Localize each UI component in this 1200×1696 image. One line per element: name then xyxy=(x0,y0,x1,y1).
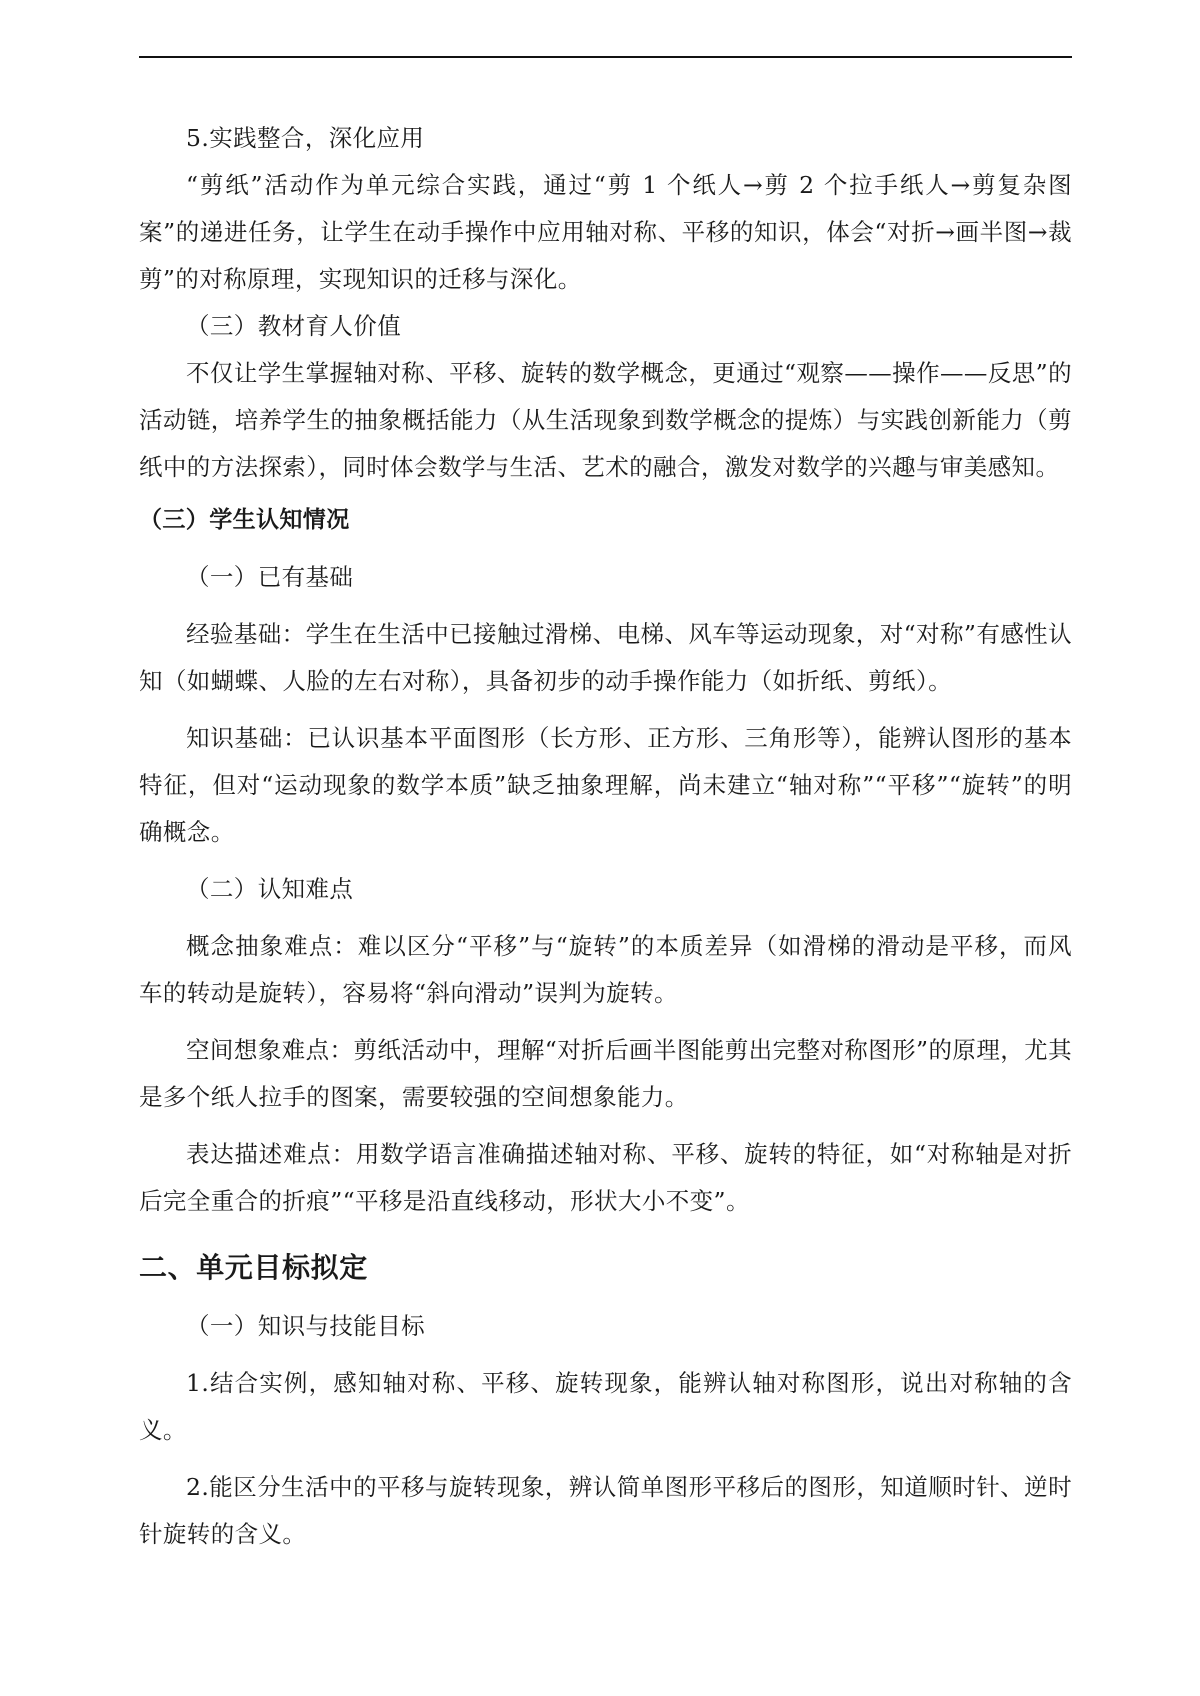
difficulty-item-expression: 表达描述难点：用数学语言准确描述轴对称、平移、旋转的特征，如“对称轴是对折后完全重合的折痕”“平移是沿直线移动，形状大小不变”。 xyxy=(139,1140,1072,1215)
header-rule xyxy=(139,56,1072,58)
difficulty-item-space: 空间想象难点：剪纸活动中，理解“对折后画半图能剪出完整对称图形”的原理，尤其是多个纸人拉手的图案，需要较强的空间想象能力。 xyxy=(139,1036,1072,1111)
goals-item-1: 1.结合实例，感知轴对称、平移、旋转现象，能辨认轴对称图形，说出对称轴的含义。 xyxy=(139,1369,1072,1444)
difficulty-item-concept: 概念抽象难点：难以区分“平移”与“旋转”的本质差异（如滑梯的滑动是平移，而风车的转动是旋转），容易将“斜向滑动”误判为旋转。 xyxy=(139,932,1072,1007)
cognition-heading: （三）学生认知情况 xyxy=(139,507,350,533)
value-heading: （三）教材育人价值 xyxy=(186,312,402,340)
practice-body: “剪纸”活动作为单元综合实践，通过“剪 1 个纸人→剪 2 个拉手纸人→剪复杂图案”的递进任务，让学生在动手操作中应用轴对称、平移的知识，体会“对折→画半图→裁剪”的对称原理，实现知识的迁移与深化。 xyxy=(139,171,1072,293)
value-body: 不仅让学生掌握轴对称、平移、旋转的数学概念，更通过“观察——操作——反思”的活动链，培养学生的抽象概括能力（从生活现象到数学概念的提炼）与实践创新能力（剪纸中的方法探索），同时体会数学与生活、艺术的融合，激发对数学的兴趣与审美感知。 xyxy=(139,359,1072,481)
basis-item-experience: 经验基础：学生在生活中已接触过滑梯、电梯、风车等运动现象，对“对称”有感性认知（如蝴蝶、人脸的左右对称），具备初步的动手操作能力（如折纸、剪纸）。 xyxy=(139,620,1072,695)
basis-heading: （一）已有基础 xyxy=(186,563,354,591)
document-page xyxy=(139,115,1072,1558)
difficulty-heading: （二）认知难点 xyxy=(186,875,354,903)
goals-heading: 二、单元目标拟定 xyxy=(139,1251,368,1284)
goals-item-2: 2.能区分生活中的平移与旋转现象，辨认简单图形平移后的图形，知道顺时针、逆时针旋转的含义。 xyxy=(139,1473,1072,1548)
basis-item-knowledge: 知识基础：已认识基本平面图形（长方形、正方形、三角形等），能辨认图形的基本特征，但对“运动现象的数学本质”缺乏抽象理解，尚未建立“轴对称”“平移”“旋转”的明确概念。 xyxy=(139,724,1072,846)
goals-sub-heading: （一）知识与技能目标 xyxy=(186,1312,425,1340)
practice-heading: 5.实践整合，深化应用 xyxy=(186,124,425,152)
